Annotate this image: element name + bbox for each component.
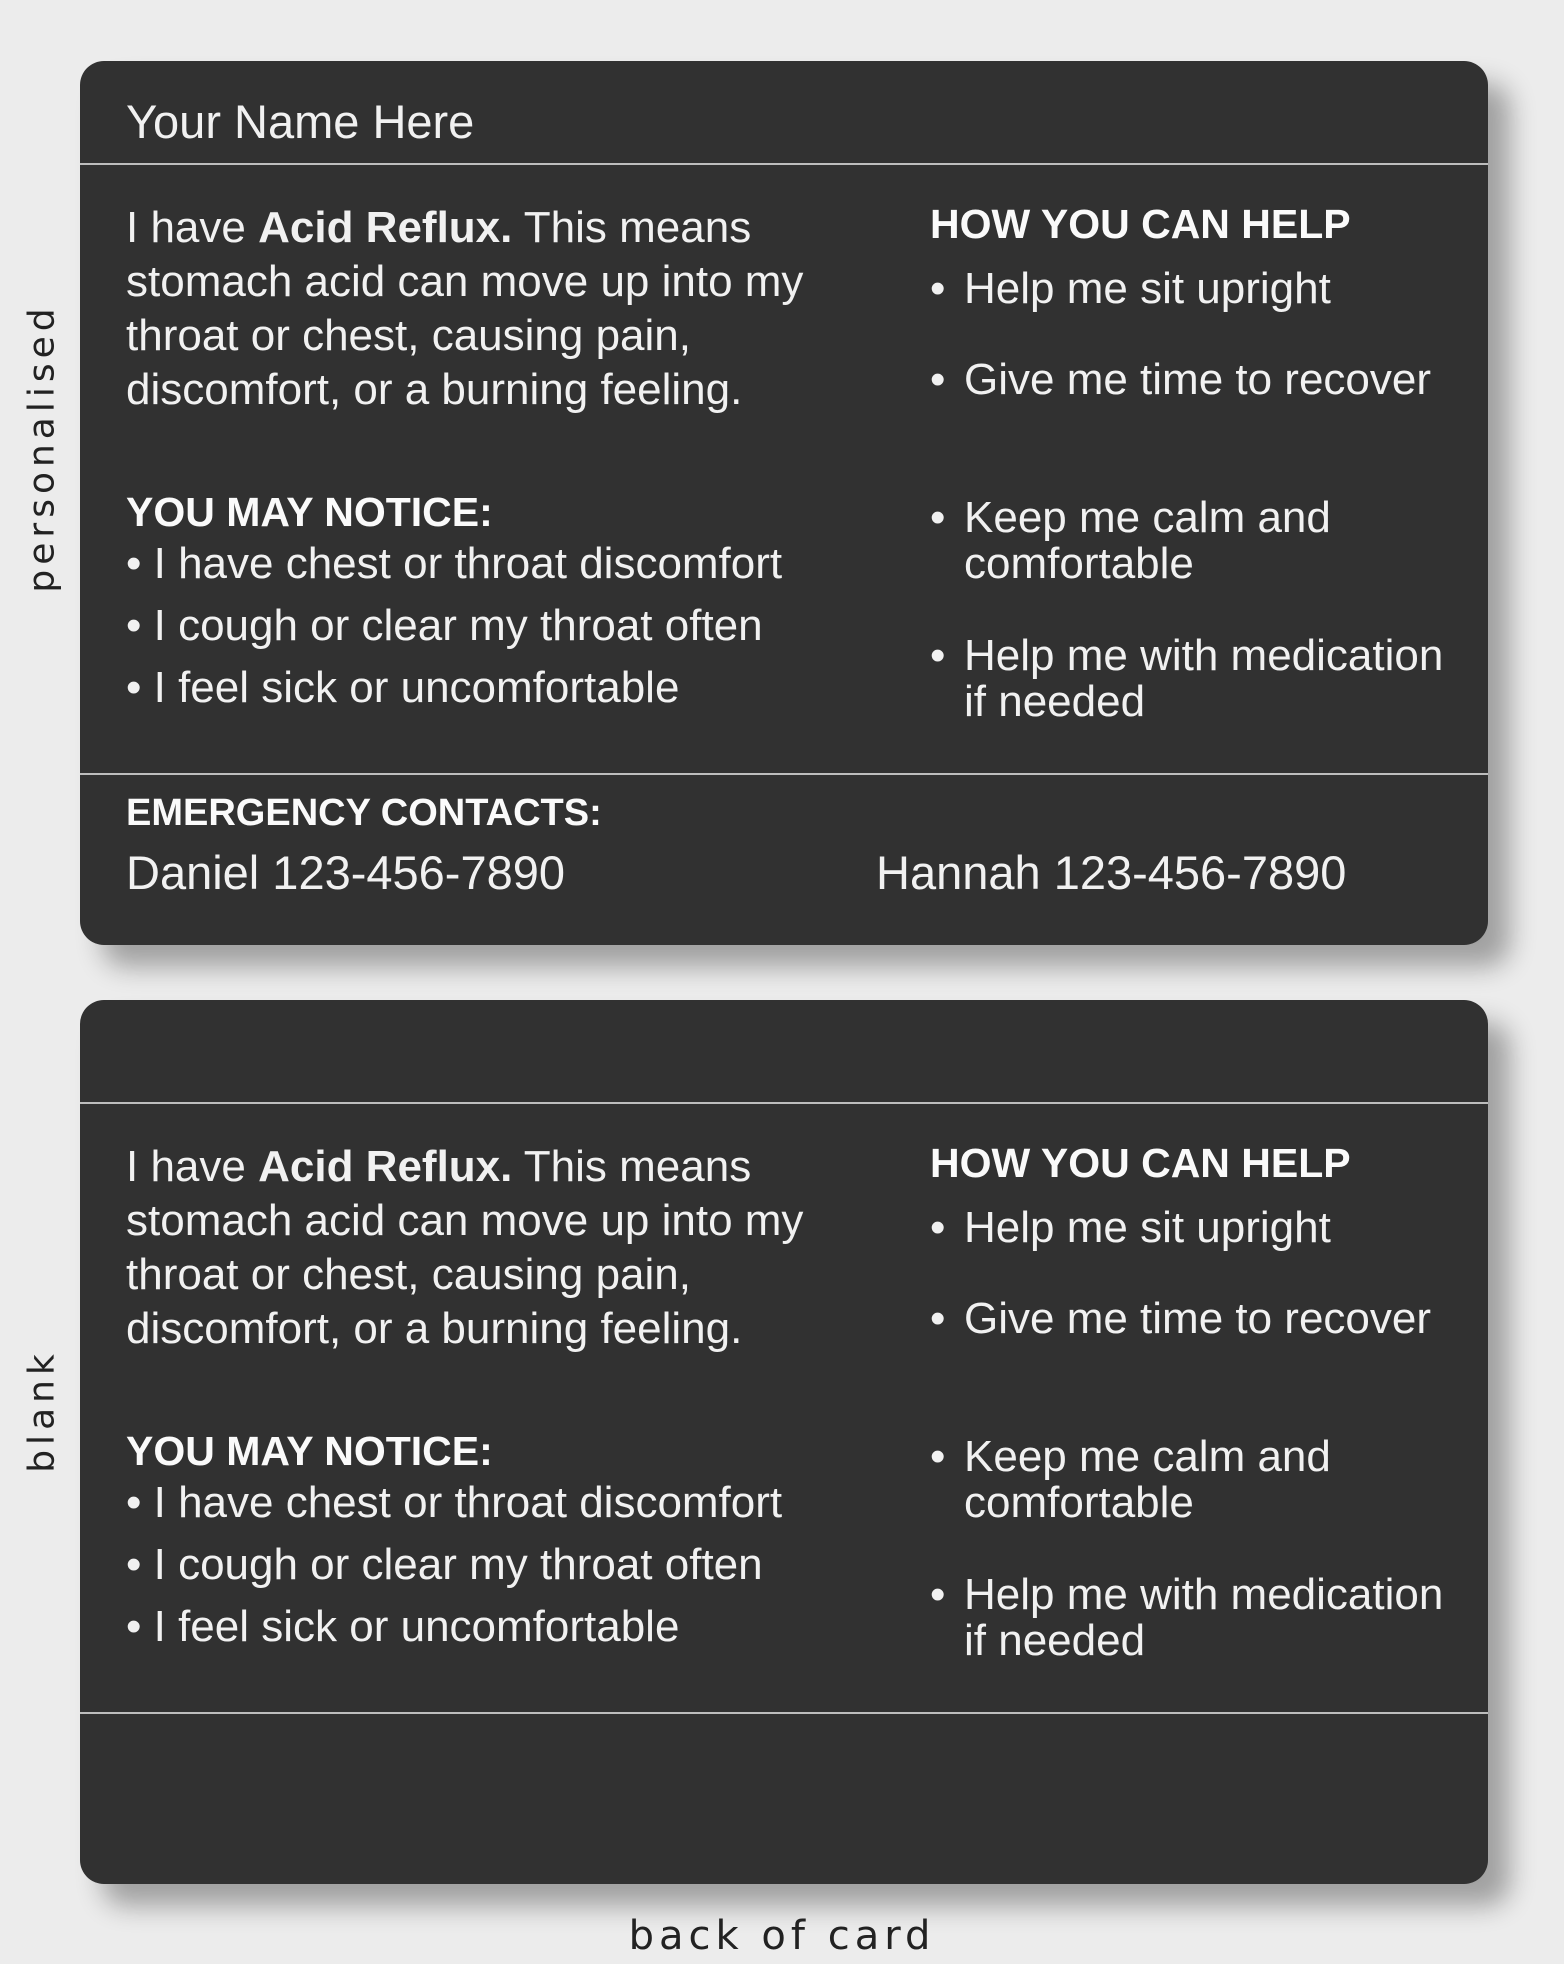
- help-item: [930, 1296, 1470, 1342]
- card-header: [80, 1000, 1488, 1102]
- description-prefix: I have: [126, 1142, 259, 1191]
- help-title: HOW YOU CAN HELP: [930, 201, 1351, 247]
- bullet: •: [930, 1294, 946, 1343]
- bullet: •: [930, 1203, 946, 1252]
- header-divider: [80, 163, 1488, 165]
- help-item-text: Keep me calm and comfortable: [964, 1432, 1331, 1527]
- notice-list: [126, 1478, 782, 1664]
- notice-title: YOU MAY NOTICE:: [126, 489, 493, 535]
- footer-divider: [80, 773, 1488, 775]
- blank-card: [80, 1000, 1488, 1884]
- condition-name: Acid Reflux.: [258, 203, 513, 252]
- personalised-label: personalised: [21, 303, 63, 593]
- emergency-contact-1: Daniel 123-456-7890: [126, 846, 565, 899]
- help-item-text: Give me time to recover: [964, 355, 1432, 404]
- caption: back of card: [628, 1913, 936, 1959]
- help-item: [930, 1434, 1470, 1526]
- description-rest: This means stomach acid can move up into my throat or chest, causing pain, discomfort, or a burning feeling.: [126, 1142, 804, 1353]
- help-item: [930, 266, 1470, 312]
- description-prefix: I have: [126, 203, 259, 252]
- notice-item: • I feel sick or uncomfortable: [126, 1602, 680, 1651]
- description-rest: This means stomach acid can move up into my throat or chest, causing pain, discomfort, or a burning feeling.: [126, 203, 804, 414]
- emergency-contact-2: Hannah 123-456-7890: [876, 846, 1347, 899]
- notice-item: • I feel sick or uncomfortable: [126, 663, 680, 712]
- bullet: •: [930, 355, 946, 404]
- condition-description: [126, 201, 886, 417]
- help-item: [930, 357, 1470, 403]
- help-item-text: Give me time to recover: [964, 1294, 1432, 1343]
- header-divider: [80, 1102, 1488, 1104]
- help-item: [930, 495, 1470, 587]
- bullet: •: [930, 1570, 946, 1619]
- bullet: •: [930, 264, 946, 313]
- card-header: [80, 61, 1488, 163]
- help-item-text: Help me sit upright: [964, 264, 1331, 313]
- condition-name: Acid Reflux.: [258, 1142, 513, 1191]
- notice-item: • I have chest or throat discomfort: [126, 539, 783, 588]
- blank-label: blank: [21, 1349, 63, 1473]
- help-item: [930, 1205, 1470, 1251]
- bullet: •: [930, 631, 946, 680]
- notice-list: [126, 539, 782, 725]
- help-item: [930, 633, 1470, 725]
- help-item-text: Help me sit upright: [964, 1203, 1331, 1252]
- notice-item: • I cough or clear my throat often: [126, 601, 763, 650]
- notice-item: • I have chest or throat discomfort: [126, 1478, 783, 1527]
- personalised-card: [80, 61, 1488, 945]
- bullet: •: [930, 493, 946, 542]
- help-item: [930, 1572, 1470, 1664]
- emergency-contacts-title: EMERGENCY CONTACTS:: [126, 792, 602, 834]
- condition-description: [126, 1140, 886, 1356]
- footer-divider: [80, 1712, 1488, 1714]
- help-title: HOW YOU CAN HELP: [930, 1140, 1351, 1186]
- card-holder-name: Your Name Here: [126, 95, 475, 148]
- notice-item: • I cough or clear my throat often: [126, 1540, 763, 1589]
- bullet: •: [930, 1432, 946, 1481]
- help-item-text: Help me with medication if needed: [964, 1570, 1444, 1665]
- notice-title: YOU MAY NOTICE:: [126, 1428, 493, 1474]
- help-item-text: Help me with medication if needed: [964, 631, 1444, 726]
- help-item-text: Keep me calm and comfortable: [964, 493, 1331, 588]
